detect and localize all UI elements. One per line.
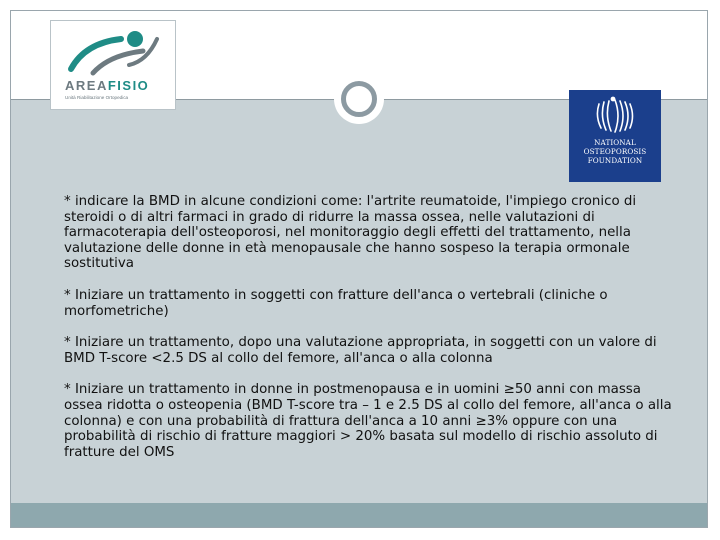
areafisio-wordmark — [65, 79, 149, 93]
nof-line: OSTEOPOROSIS — [583, 147, 647, 156]
nof-wordmark — [569, 138, 661, 165]
areafisio-wordmark-part2: FISIO — [107, 78, 150, 93]
body-paragraph: * Iniziare un trattamento in donne in postmenopausa e in uomini ≥50 anni con massa ossea ridotta o osteopenia (BMD T-score tra – 1 e 2.5 DS al collo del femore, all'anca o alla colonna) e con una probabilità di frattura dell'anca a 10 anni ≥3% oppure con una probabilità di rischio di fratture maggiori > 20% basata sul modello di rischio assoluto di fratture del OMS — [64, 382, 672, 460]
nof-logo — [569, 90, 661, 182]
areafisio-tagline: Unità Riabilitazione Ortopedica — [65, 95, 129, 100]
areafisio-logo — [50, 20, 176, 110]
nof-line: FOUNDATION — [587, 156, 643, 165]
nof-line: NATIONAL — [594, 138, 636, 147]
nof-emblem-icon — [569, 90, 661, 136]
body-paragraph: * Iniziare un trattamento in soggetti con fratture dell'anca o vertebrali (cliniche o morfometriche) — [64, 287, 608, 319]
areafisio-figure-icon — [51, 21, 177, 81]
body-paragraph: * indicare la BMD in alcune condizioni come: l'artrite reumatoide, l'impiego cronico di steroidi o di altri farmaci in grado di ridurre la massa ossea, nelle valutazioni di farmacoterapia dell'osteoporosi, nel monitoraggio degli effetti del trattamento, nella valutazione delle donne in età menopausale che hanno sospeso la terapia ormonale sostitutiva — [64, 194, 637, 272]
body-paragraph: * Iniziare un trattamento, dopo una valutazione appropriata, in soggetti con un valore di BMD T-score <2.5 DS al collo del femore, all'anca o alla colonna — [64, 335, 657, 366]
ring-decoration-icon — [341, 81, 377, 117]
slide-body — [64, 194, 680, 476]
areafisio-wordmark-part1: AREA — [65, 78, 108, 93]
